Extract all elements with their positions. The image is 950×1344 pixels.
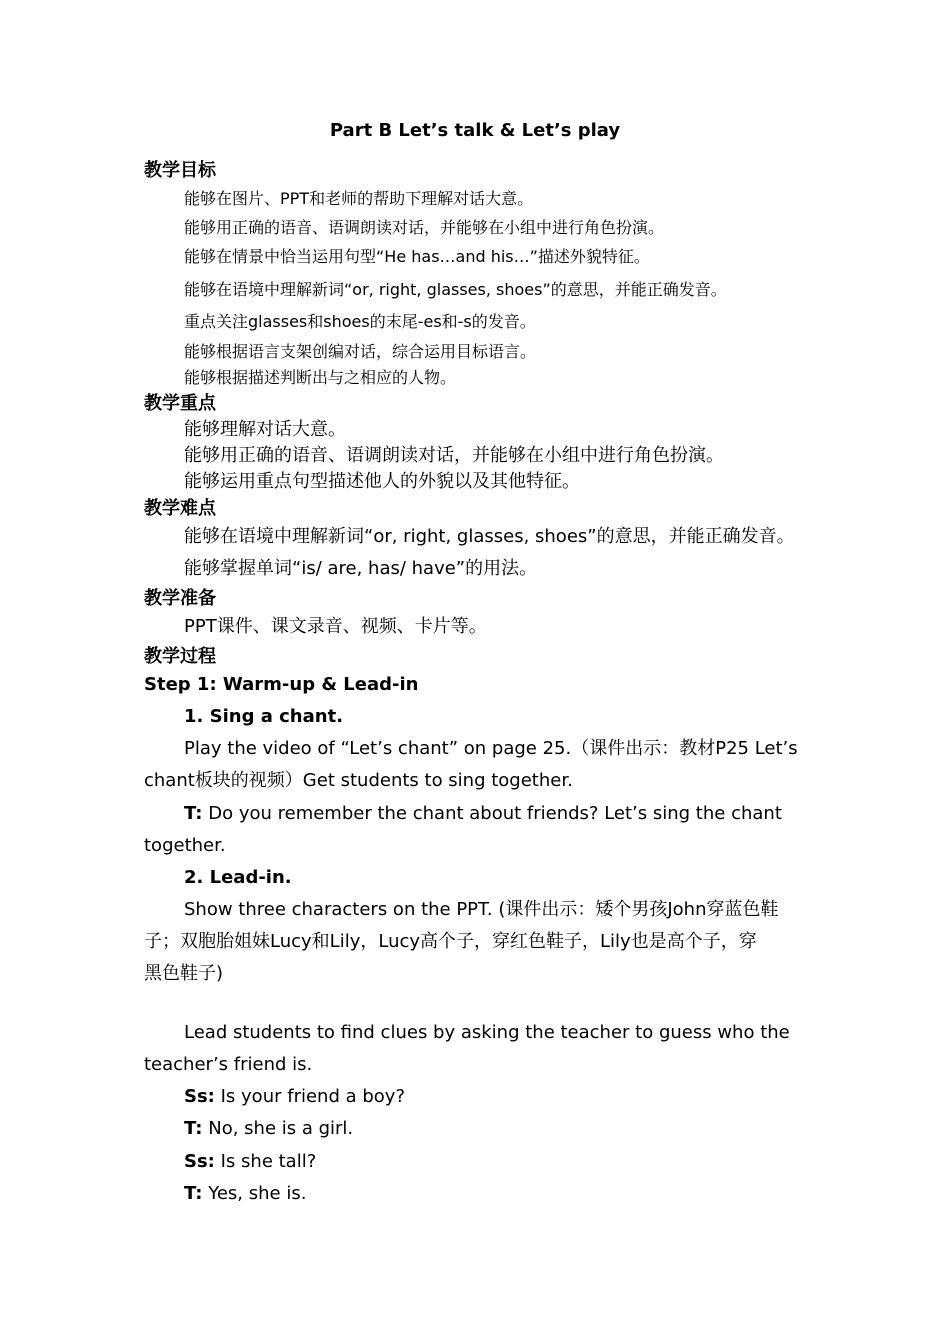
objective-item: 能够在图片、PPT和老师的帮助下理解对话大意。 xyxy=(184,189,534,208)
dialogue-line xyxy=(184,1150,316,1174)
speaker-label: Ss: xyxy=(184,1151,215,1172)
paragraph-line: chant板块的视频）Get students to sing together. xyxy=(144,770,573,791)
objective-item: 能够在语境中理解新词“or, right, glasses, shoes”的意思，并能正确发音。 xyxy=(184,280,727,299)
objective-item: 能够在情景中恰当运用句型“He has…and his…”描述外貌特征。 xyxy=(184,247,650,266)
document-title: Part B Let’s talk & Let’s play xyxy=(329,120,621,141)
key-point-item: 能够用正确的语音、语调朗读对话，并能够在小组中进行角色扮演。 xyxy=(184,445,724,466)
paragraph-line: Show three characters on the PPT. (课件出示：矮个男孩John穿蓝色鞋 xyxy=(184,899,779,920)
step1-heading: Step 1: Warm-up & Lead-in xyxy=(144,674,419,695)
dialogue-line xyxy=(184,1085,405,1109)
speaker-label: Ss: xyxy=(184,1086,215,1107)
key-points-heading: 教学重点 xyxy=(144,393,216,414)
speech-text: Is your friend a boy? xyxy=(220,1086,405,1107)
teacher-line xyxy=(184,802,782,826)
speech-text: Yes, she is. xyxy=(208,1183,307,1204)
objective-item: 能够根据描述判断出与之相应的人物。 xyxy=(184,368,457,387)
paragraph-line: teacher’s friend is. xyxy=(144,1054,313,1075)
speech-text: Is she tall? xyxy=(220,1151,317,1172)
speech-text: Do you remember the chant about friends? Let’s sing the chant xyxy=(208,803,782,824)
paragraph-line: 黑色鞋子) xyxy=(144,963,224,984)
key-point-item: 能够理解对话大意。 xyxy=(184,419,346,440)
key-point-item: 能够运用重点句型描述他人的外貌以及其他特征。 xyxy=(184,471,580,492)
speaker-label: T: xyxy=(184,803,203,824)
speaker-label: T: xyxy=(184,1183,203,1204)
speech-text: No, she is a girl. xyxy=(208,1118,354,1139)
paragraph-line: together. xyxy=(144,835,226,856)
paragraph-line: Play the video of “Let’s chant” on page 25.（课件出示：教材P25 Let’s xyxy=(184,738,798,759)
dialogue-line xyxy=(184,1117,353,1141)
speaker-label: T: xyxy=(184,1118,203,1139)
sub-step-2: 2. Lead-in. xyxy=(184,867,292,888)
difficulties-heading: 教学难点 xyxy=(144,498,216,519)
objectives-heading: 教学目标 xyxy=(144,160,216,181)
process-heading: 教学过程 xyxy=(144,646,216,667)
objective-item: 重点关注glasses和shoes的末尾-es和-s的发音。 xyxy=(184,312,536,331)
sub-step-1: 1. Sing a chant. xyxy=(184,706,344,727)
paragraph-line: 子；双胞胎姐妹Lucy和Lily，Lucy高个子，穿红色鞋子，Lily也是高个子，穿 xyxy=(144,931,757,952)
objective-item: 能够根据语言支架创编对话，综合运用目标语言。 xyxy=(184,342,537,361)
preparation-item: PPT课件、课文录音、视频、卡片等。 xyxy=(184,616,487,637)
difficulty-item: 能够在语境中理解新词“or, right, glasses, shoes”的意思，并能正确发音。 xyxy=(184,526,795,547)
paragraph-line: Lead students to find clues by asking the teacher to guess who the xyxy=(184,1022,790,1043)
objective-item: 能够用正确的语音、语调朗读对话，并能够在小组中进行角色扮演。 xyxy=(184,218,665,237)
preparation-heading: 教学准备 xyxy=(144,588,216,609)
dialogue-line xyxy=(184,1182,306,1206)
difficulty-item: 能够掌握单词“is/ are, has/ have”的用法。 xyxy=(184,558,538,579)
